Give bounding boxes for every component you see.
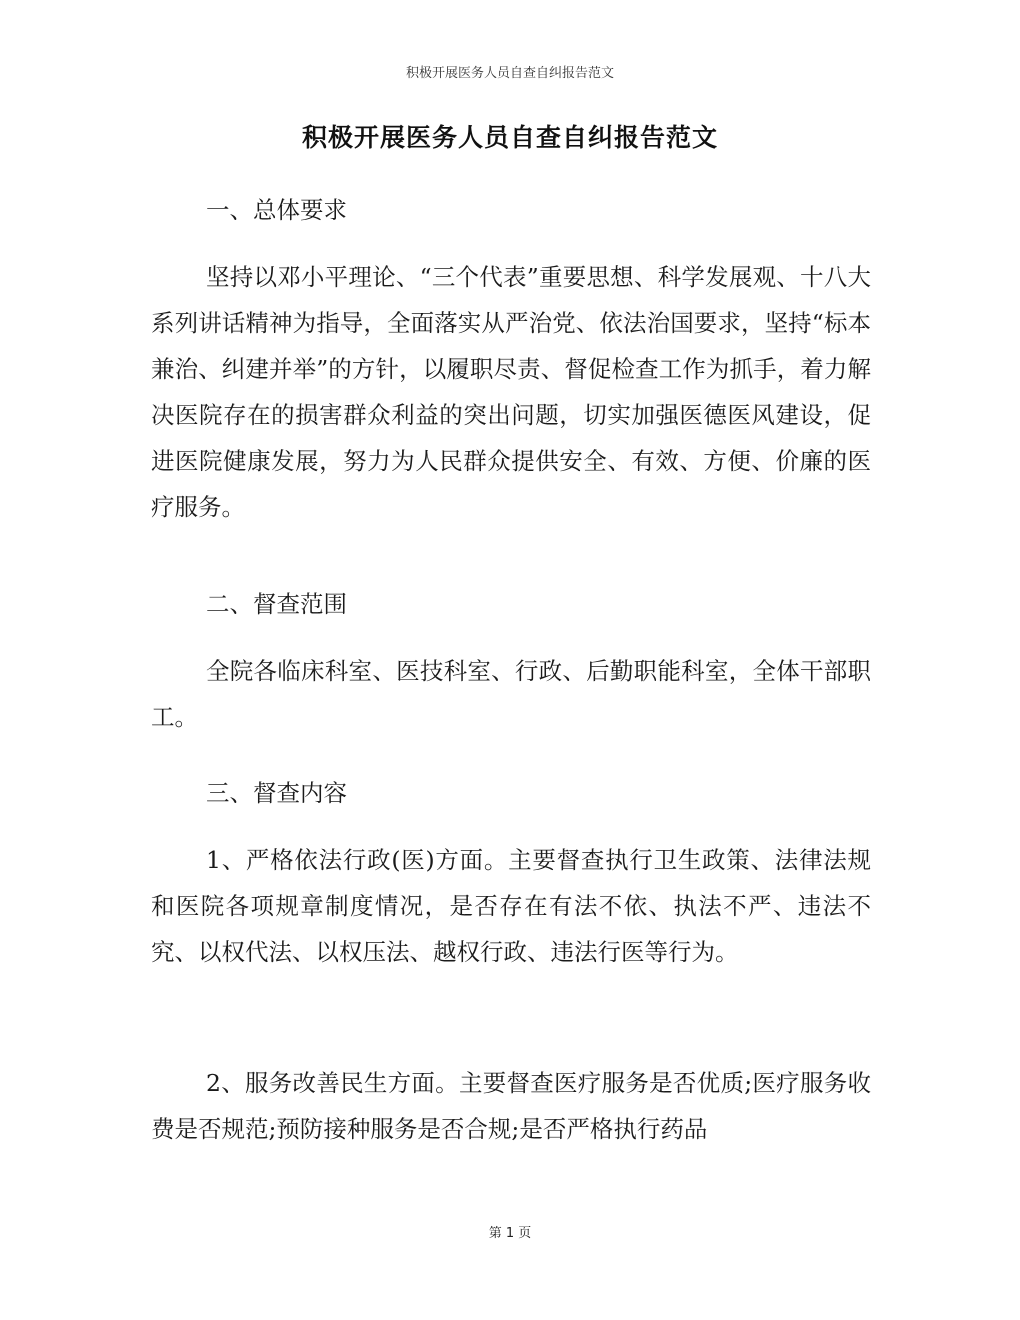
heading-text: 一、总体要求 <box>206 196 347 224</box>
section-heading-content <box>151 770 871 816</box>
paragraph-text: 坚持以邓小平理论、“三个代表”重要思想、科学发展观、十八大系列讲话精神为指导，全面落实从严治党、依法治国要求，坚持“标本兼治、纠建并举”的方针，以履职尽责、督促检查工作为抓手，着力解决医院存在的损害群众利益的突出问题，切实加强医德医风建设，促进医院健康发展，努力为人民群众提供安全、有效、方便、价廉的医疗服务。 <box>151 263 871 521</box>
page-number: 第 1 页 <box>488 1226 532 1241</box>
paragraph-text: 全院各临床科室、医技科室、行政、后勤职能科室，全体干部职工。 <box>151 657 871 731</box>
document-title: 积极开展医务人员自查自纠报告范文 <box>301 123 718 152</box>
section-heading-scope <box>151 581 871 627</box>
section-heading-general-requirements <box>151 187 871 233</box>
paragraph-item-2 <box>151 1060 871 1152</box>
paragraph-general-requirements <box>151 254 871 530</box>
paragraph-scope <box>151 648 871 740</box>
heading-text: 三、督查内容 <box>206 779 347 807</box>
heading-text: 二、督查范围 <box>206 590 347 618</box>
running-header: 积极开展医务人员自查自纠报告范文 <box>405 66 614 81</box>
paragraph-text: 1、严格依法行政(医)方面。主要督查执行卫生政策、法律法规和医院各项规章制度情况，是否存在有法不依、执法不严、违法不究、以权代法、以权压法、越权行政、违法行医等行为。 <box>151 846 871 966</box>
paragraph-text: 2、服务改善民生方面。主要督查医疗服务是否优质;医疗服务收费是否规范;预防接种服务是否合规;是否严格执行药品 <box>151 1069 871 1143</box>
paragraph-item-1 <box>151 837 871 975</box>
